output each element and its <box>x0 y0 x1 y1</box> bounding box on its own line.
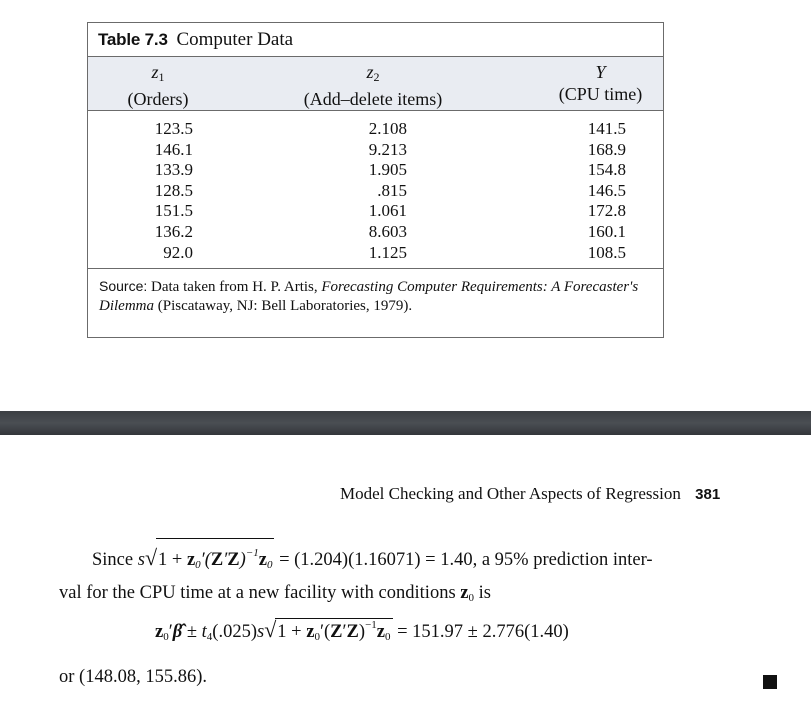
column-y-values <box>568 119 626 263</box>
table-cell: 146.1 <box>154 139 193 159</box>
display-equation-value: = 151.97 ± 2.776(1.40) <box>397 622 569 642</box>
page-divider <box>0 411 811 435</box>
final-line: or (148.08, 155.86). <box>59 667 207 687</box>
table-cell: 1.905 <box>368 160 407 180</box>
table-title: Computer Data <box>176 29 294 50</box>
table-cell: 2.108 <box>368 119 407 138</box>
table-cell: 133.9 <box>154 160 193 180</box>
paragraph-line: val for the CPU time at a new facility with conditions $z_0$ is <box>59 583 491 604</box>
paragraph-line: Since $s√1 + z_0'(Z'Z)^{-1}z_0 = (1.204)(1.16071) = 1.40$, a 95% prediction inter- <box>59 538 799 579</box>
table-cell: 8.603 <box>368 221 407 241</box>
equation: $s√1 + z_0'(Z'Z)^{-1}z_0$ <box>138 550 275 570</box>
running-head-title: Model Checking and Other Aspects of Regression <box>340 484 681 503</box>
table-cell: 151.5 <box>154 201 193 221</box>
table-caption <box>88 23 663 57</box>
table-cell: 146.5 <box>587 180 626 200</box>
table-cell: 154.8 <box>587 160 626 180</box>
table-header <box>88 57 663 111</box>
table-cell: 1.061 <box>368 201 407 221</box>
table-cell: 141.5 <box>587 119 626 138</box>
column-header-z2: $z_2$ (Add–delete items) <box>303 62 443 109</box>
table-cell: 160.1 <box>587 221 626 241</box>
table-cell: 123.5 <box>154 119 193 138</box>
end-of-example-mark <box>763 675 777 689</box>
page-number: 381 <box>695 486 721 503</box>
table-number: Table 7.3 <box>98 30 168 49</box>
table-cell: 128.5 <box>154 180 193 200</box>
table-source-note: Source: Data taken from H. P. Artis, Forecasting Computer Requirements: A Forecaster's Dilemma (Piscataway, NJ: Bell Laboratories, 1979). <box>99 278 639 314</box>
running-head <box>340 484 720 504</box>
table-cell: 168.9 <box>587 139 626 159</box>
table-cell: 108.5 <box>587 242 626 262</box>
table-cell: 172.8 <box>587 201 626 221</box>
data-table <box>87 22 664 338</box>
column-header-z1: $z_1$ (Orders) <box>127 62 189 109</box>
display-equation: $z_0'\betâ \pm t_4(.025)s√1 + z_0'(Z'Z)^{-1}z_0 = 151.97 \pm 2.776(1.40)$ <box>155 617 569 643</box>
table-cell: .815 <box>377 180 407 200</box>
table-cell: 92.0 <box>163 242 193 262</box>
column-z1-values <box>135 119 193 263</box>
column-header-y: Y (CPU time) <box>558 62 643 104</box>
table-body <box>88 111 663 269</box>
table-cell: 9.213 <box>368 139 407 159</box>
table-cell: 1.125 <box>368 242 407 262</box>
body-paragraph <box>59 538 799 612</box>
table-cell: 136.2 <box>154 221 193 241</box>
column-z2-values <box>349 119 407 263</box>
